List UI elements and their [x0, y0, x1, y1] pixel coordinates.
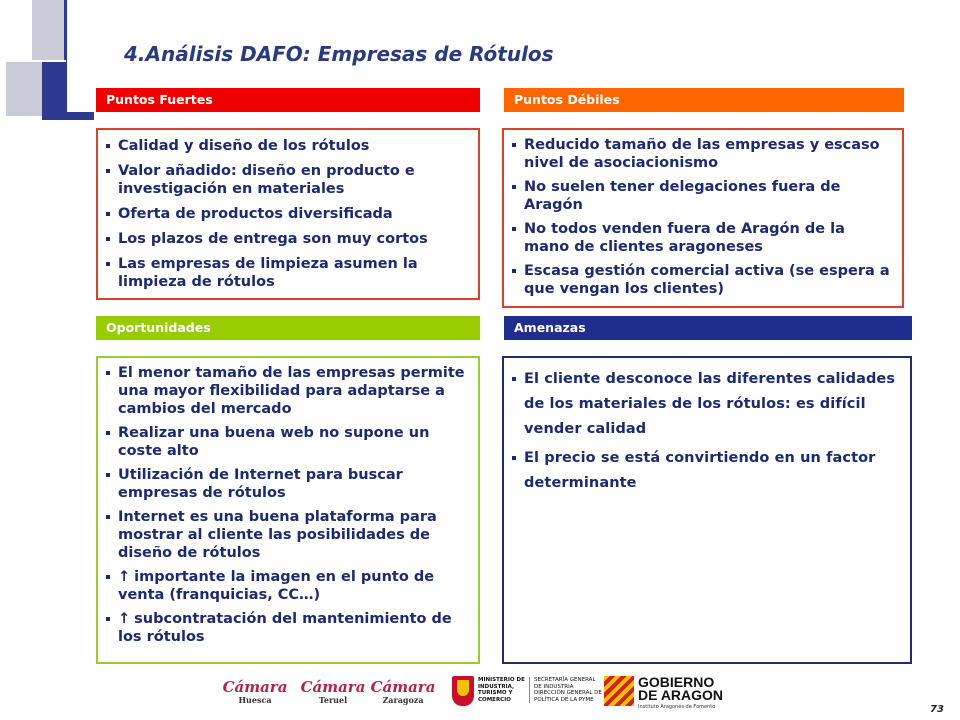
list-item [106, 364, 470, 418]
bullet-icon [106, 169, 110, 173]
secretaria-text: SECRETARÍA GENERAL DE INDUSTRIA DIRECCIÓN GENERAL DE POLÍTICA DE LA PYME [534, 677, 602, 703]
bullet-icon [106, 212, 110, 216]
list-item [512, 446, 902, 496]
page-number: 73 [930, 704, 944, 715]
item-text: Oferta de productos diversificada [118, 206, 393, 222]
bullet-icon [106, 237, 110, 241]
item-text: Las empresas de limpieza asumen la limpieza de rótulos [118, 256, 418, 290]
item-text: El cliente desconoce las diferentes calidades de los materiales de los rótulos: es difícil vender calidad [524, 371, 896, 437]
item-text: Escasa gestión comercial activa (se espera a que vengan los clientes) [524, 263, 890, 297]
list-item [512, 178, 894, 214]
logo-text: Cámara [222, 678, 288, 696]
item-text: No suelen tener delegaciones fuera de Aragón [524, 179, 841, 213]
gobierno-subtitle: Instituto Aragonés de Fomento [638, 704, 716, 710]
decor-line [64, 0, 67, 112]
ministerio-logo [452, 676, 602, 708]
list-item [106, 610, 470, 646]
list-item [106, 137, 470, 155]
bullet-icon [106, 262, 110, 266]
item-text: Reducido tamaño de las empresas y escaso nivel de asociacionismo [524, 137, 880, 171]
item-text: Realizar una buena web no supone un coste alto [118, 425, 430, 459]
gobierno-line1: GOBIERNO [638, 674, 715, 690]
box-puntos-fuertes [96, 128, 480, 300]
logo-city: Teruel [318, 695, 348, 705]
list-item [106, 424, 470, 460]
box-amenazas [502, 356, 912, 664]
item-text: Los plazos de entrega son muy cortos [118, 231, 428, 247]
coat-of-arms-icon [452, 676, 474, 706]
bullet-icon [106, 515, 110, 519]
decor-block [6, 62, 42, 116]
decor-block [32, 0, 66, 62]
footer-logos [220, 672, 724, 712]
gobierno-line2: DE ARAGON [638, 687, 724, 703]
bullet-icon [512, 185, 516, 189]
bullet-icon [106, 617, 110, 621]
bullet-icon [512, 143, 516, 147]
logo-city: Zaragoza [382, 695, 424, 705]
list-amenazas [512, 367, 902, 496]
logo-text: Cámara [300, 678, 366, 696]
arrow-up-icon: ↑ [118, 569, 131, 585]
list-puntos-fuertes [106, 137, 470, 291]
ministerio-text: MINISTERIO DE INDUSTRIA, TURISMO Y COMERCIO [478, 677, 530, 703]
item-text: El menor tamaño de las empresas permite una mayor flexibilidad para adaptarse a cambios del mercado [118, 365, 465, 417]
header-amenazas: Amenazas [504, 316, 912, 340]
decor-line [6, 60, 66, 62]
list-item [512, 220, 894, 256]
bullet-icon [512, 227, 516, 231]
bullet-icon [512, 269, 516, 273]
list-item [106, 230, 470, 248]
bullet-icon [106, 473, 110, 477]
list-item [106, 568, 470, 604]
aragon-flag-icon [604, 676, 634, 706]
list-oportunidades [106, 364, 470, 646]
list-item [512, 367, 902, 442]
logo-text: Cámara [370, 678, 436, 696]
list-item [512, 136, 894, 172]
arrow-up-icon: ↑ [118, 611, 131, 627]
header-oportunidades: Oportunidades [96, 316, 480, 340]
item-text: No todos venden fuera de Aragón de la mano de clientes aragoneses [524, 221, 845, 255]
gobierno-aragon-logo [604, 676, 734, 712]
page-title: 4.Análisis DAFO: Empresas de Rótulos [124, 42, 554, 66]
bullet-icon [106, 371, 110, 375]
item-text: Internet es una buena plataforma para mostrar al cliente las posibilidades de diseño de rótulos [118, 509, 437, 561]
list-item [106, 162, 470, 198]
bullet-icon [106, 431, 110, 435]
list-item [512, 262, 894, 298]
list-item [106, 205, 470, 223]
bullet-icon [106, 144, 110, 148]
bullet-icon [106, 575, 110, 579]
gobierno-text [638, 676, 723, 702]
item-text: subcontratación del mantenimiento de los rótulos [118, 611, 452, 645]
decor-block [42, 112, 94, 120]
item-text: Utilización de Internet para buscar empresas de rótulos [118, 467, 403, 501]
camara-huesca-logo [220, 678, 290, 705]
list-item [106, 508, 470, 562]
box-oportunidades [96, 356, 480, 664]
item-text: El precio se está convirtiendo en un factor determinante [524, 450, 876, 491]
list-item [106, 255, 470, 291]
item-text: Valor añadido: diseño en producto e investigación en materiales [118, 163, 415, 197]
header-puntos-fuertes: Puntos Fuertes [96, 88, 480, 112]
list-item [106, 466, 470, 502]
logo-city: Huesca [238, 695, 272, 705]
box-puntos-debiles [502, 128, 904, 308]
list-puntos-debiles [512, 136, 894, 298]
camara-zaragoza-logo [368, 678, 438, 705]
bullet-icon [512, 456, 516, 460]
decor-block [42, 62, 66, 116]
header-puntos-debiles: Puntos Débiles [504, 88, 904, 112]
bullet-icon [512, 377, 516, 381]
camara-teruel-logo [298, 678, 368, 705]
item-text: importante la imagen en el punto de venta (franquicias, CC…) [118, 569, 435, 603]
item-text: Calidad y diseño de los rótulos [118, 138, 370, 154]
